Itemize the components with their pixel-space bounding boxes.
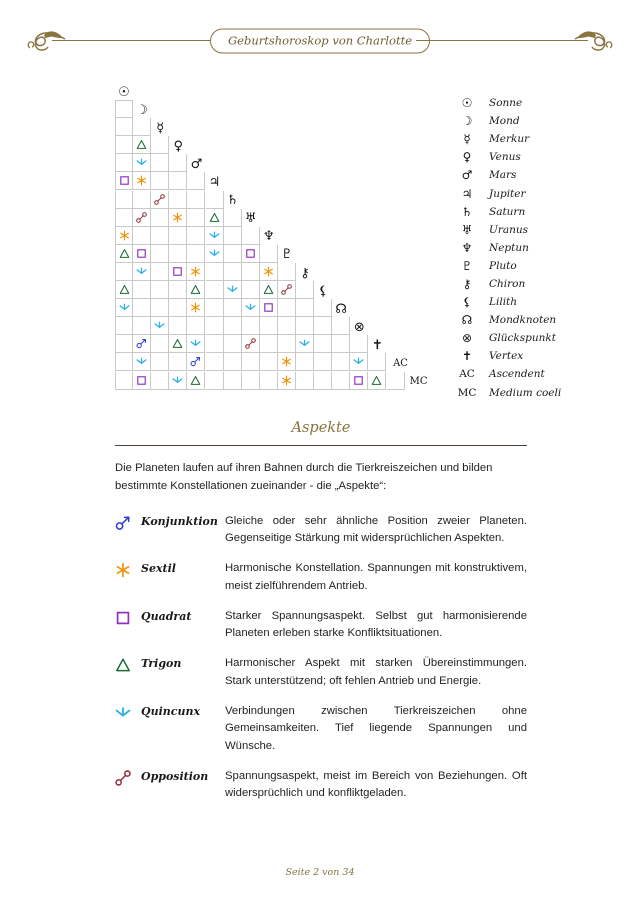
grid-cell xyxy=(151,263,169,281)
grid-cell xyxy=(151,191,169,209)
grid-cell xyxy=(187,372,205,390)
grid-cell xyxy=(187,191,205,209)
grid-cell xyxy=(187,263,205,281)
grid-cell xyxy=(224,299,242,317)
legend-label: Saturn xyxy=(489,205,526,218)
grid-cell xyxy=(133,317,151,335)
grid-cell xyxy=(242,245,260,263)
quadrat-icon xyxy=(245,248,256,259)
grid-cell xyxy=(278,317,296,335)
grid-cell xyxy=(224,335,242,353)
legend-glyph-icon: ☽ xyxy=(461,114,473,129)
grid-header-14: ⊗ xyxy=(353,319,365,335)
trigon-icon xyxy=(190,284,201,295)
grid-cell xyxy=(332,335,350,353)
legend-glyph-icon: ♄ xyxy=(461,204,473,219)
legend-glyph-icon: ⚷ xyxy=(462,276,472,291)
grid-cell xyxy=(260,263,278,281)
legend-label: Mond xyxy=(489,115,520,128)
sextil-icon xyxy=(190,266,201,277)
grid-cell xyxy=(187,299,205,317)
quincunx-icon xyxy=(136,157,147,168)
grid-cell xyxy=(350,372,368,390)
grid-cell xyxy=(224,353,242,371)
trigon-icon xyxy=(115,655,141,690)
grid-cell xyxy=(151,227,169,245)
grid-cell xyxy=(206,281,224,299)
trigon-icon xyxy=(371,375,382,386)
grid-cell xyxy=(133,372,151,390)
grid-cell xyxy=(206,335,224,353)
grid-cell xyxy=(224,227,242,245)
flourish-right-icon xyxy=(572,24,616,58)
aspekte-section xyxy=(115,420,527,815)
grid-cell xyxy=(187,245,205,263)
grid-cell xyxy=(115,136,133,154)
legend-row xyxy=(452,365,632,383)
aspekt-name: Trigon xyxy=(141,657,182,671)
grid-header-1: ☉ xyxy=(118,84,130,100)
legend-glyph-icon: ⚸ xyxy=(462,295,472,310)
grid-cell xyxy=(133,353,151,371)
grid-cell xyxy=(224,372,242,390)
grid-cell xyxy=(187,172,205,190)
grid-cell xyxy=(278,353,296,371)
grid-cell xyxy=(169,299,187,317)
legend-glyph-icon: ⊗ xyxy=(461,331,473,346)
sextil-icon xyxy=(281,356,292,367)
aspekte-intro: Die Planeten laufen auf ihren Bahnen durch die Tierkreiszeichen und bilden bestimmte Konstellationen zueinander - die „Aspekte“: xyxy=(115,462,493,493)
aspekt-description: Starker Spannungsaspekt. Selbst gut harmonisierende Planeten erleben starke Konfliktsituationen. xyxy=(225,609,527,640)
legend-row xyxy=(452,130,632,148)
grid-cell xyxy=(206,372,224,390)
grid-cell xyxy=(350,353,368,371)
legend-label: Mars xyxy=(489,169,517,182)
legend-glyph-icon: AC xyxy=(459,368,475,381)
grid-cell xyxy=(260,353,278,371)
grid-cell xyxy=(169,154,187,172)
grid-cell xyxy=(151,136,169,154)
grid-cell xyxy=(187,281,205,299)
legend-glyph-icon: ♆ xyxy=(461,240,473,255)
grid-cell xyxy=(206,299,224,317)
aspekt-description: Harmonische Konstellation. Spannungen mit konstruktivem, meist zielführendem Antrieb. xyxy=(225,562,527,592)
grid-cell xyxy=(133,263,151,281)
section-title: Aspekte xyxy=(291,420,351,436)
grid-cell xyxy=(151,353,169,371)
grid-cell xyxy=(260,372,278,390)
grid-cell xyxy=(296,317,314,335)
page-footer: Seite 2 von 34 xyxy=(285,867,355,878)
grid-cell xyxy=(206,353,224,371)
header-rule-right xyxy=(416,40,588,41)
legend-row xyxy=(452,112,632,130)
aspekt-row-konjunktion xyxy=(115,513,527,548)
grid-cell xyxy=(115,353,133,371)
trigon-icon xyxy=(172,338,183,349)
quadrat-icon xyxy=(115,608,141,643)
aspekt-description: Verbindungen zwischen Tierkreiszeichen ohne Gemeinsamkeiten. Tief liegende Spannungen und Wünsche. xyxy=(225,704,527,752)
grid-cell xyxy=(278,335,296,353)
aspekt-row-sextil xyxy=(115,560,527,595)
grid-cell xyxy=(115,209,133,227)
grid-cell xyxy=(169,245,187,263)
legend-label: Glückspunkt xyxy=(489,332,556,345)
legend-glyph-icon: ☿ xyxy=(463,132,471,147)
grid-cell xyxy=(332,372,350,390)
legend-label: Uranus xyxy=(489,223,529,236)
grid-cell xyxy=(169,335,187,353)
aspekt-row-opposition xyxy=(115,768,527,803)
grid-cell xyxy=(169,191,187,209)
page-header xyxy=(0,18,640,64)
aspekt-row-trigon xyxy=(115,655,527,690)
legend-row xyxy=(452,257,632,275)
opposition-icon xyxy=(245,338,256,349)
trigon-icon xyxy=(209,212,220,223)
grid-header-15: ✝ xyxy=(371,337,383,353)
grid-header-17: MC xyxy=(409,375,428,387)
quincunx-icon xyxy=(136,356,147,367)
grid-cell xyxy=(133,335,151,353)
aspekte-list xyxy=(115,513,527,803)
grid-cell xyxy=(296,281,314,299)
grid-cell xyxy=(133,299,151,317)
grid-cell xyxy=(278,372,296,390)
grid-header-7: ♄ xyxy=(226,193,239,209)
grid-cell xyxy=(314,299,332,317)
grid-cell xyxy=(260,299,278,317)
legend-glyph-icon: ☉ xyxy=(461,96,473,111)
legend-label: Pluto xyxy=(489,259,517,272)
grid-cell xyxy=(368,353,386,371)
quadrat-icon xyxy=(136,375,147,386)
grid-header-5: ♂ xyxy=(190,156,203,172)
grid-header-4: ♀ xyxy=(173,138,184,154)
grid-cell xyxy=(133,209,151,227)
quadrat-icon xyxy=(136,248,147,259)
quincunx-icon xyxy=(227,284,238,295)
grid-cell xyxy=(169,317,187,335)
grid-cell xyxy=(242,227,260,245)
grid-cell xyxy=(314,335,332,353)
grid-header-11: ⚷ xyxy=(300,265,310,281)
grid-cell xyxy=(169,263,187,281)
quincunx-icon xyxy=(245,302,256,313)
legend-label: Ascendent xyxy=(489,368,545,381)
legend-row xyxy=(452,94,632,112)
quincunx-icon xyxy=(136,266,147,277)
sextil-icon xyxy=(172,212,183,223)
grid-cell xyxy=(133,118,151,136)
grid-cell xyxy=(133,281,151,299)
sextil-icon xyxy=(281,375,292,386)
aspekt-name: Quadrat xyxy=(141,609,192,623)
legend-row xyxy=(452,148,632,166)
quincunx-icon xyxy=(209,248,220,259)
planet-legend xyxy=(452,94,632,402)
aspekt-row-quadrat xyxy=(115,608,527,643)
legend-glyph-icon: ☊ xyxy=(461,313,473,328)
legend-glyph-icon: ♂ xyxy=(461,168,473,183)
legend-label: Lilith xyxy=(489,296,518,309)
grid-cell xyxy=(224,317,242,335)
grid-cell xyxy=(224,209,242,227)
grid-cell xyxy=(278,263,296,281)
grid-cell xyxy=(206,263,224,281)
opposition-icon xyxy=(154,194,165,205)
grid-header-6: ♃ xyxy=(208,175,221,190)
legend-row xyxy=(452,293,632,311)
sextil-icon xyxy=(136,175,147,186)
grid-cell xyxy=(115,118,133,136)
legend-label: Merkur xyxy=(489,133,530,146)
grid-cell xyxy=(151,335,169,353)
grid-cell xyxy=(151,299,169,317)
aspekt-name: Konjunktion xyxy=(141,514,218,528)
quincunx-icon xyxy=(115,703,141,756)
grid-cell xyxy=(115,299,133,317)
legend-label: Neptun xyxy=(489,241,529,254)
trigon-icon xyxy=(119,284,130,295)
grid-header-10: ♇ xyxy=(281,247,293,263)
quadrat-icon xyxy=(172,266,183,277)
grid-cell xyxy=(296,299,314,317)
grid-cell xyxy=(115,281,133,299)
grid-cell xyxy=(115,154,133,172)
aspekt-description: Gleiche oder sehr ähnliche Position zweier Planeten. Gegenseitige Stärkung mit widersprüchlichen Aspekten. xyxy=(225,514,527,545)
legend-label: Vertex xyxy=(489,350,524,363)
grid-cell xyxy=(242,281,260,299)
grid-cell xyxy=(260,245,278,263)
grid-header-8: ♅ xyxy=(244,211,257,227)
grid-cell xyxy=(151,372,169,390)
quadrat-icon xyxy=(119,175,130,186)
grid-cell xyxy=(133,191,151,209)
grid-cell xyxy=(368,372,386,390)
grid-cell xyxy=(314,317,332,335)
grid-cell xyxy=(133,227,151,245)
aspekt-name: Sextil xyxy=(141,562,176,576)
grid-cell xyxy=(206,191,224,209)
sextil-icon xyxy=(115,560,141,595)
legend-row xyxy=(452,221,632,239)
legend-row xyxy=(452,184,632,202)
aspekt-name: Quincunx xyxy=(141,704,201,718)
grid-cell xyxy=(133,245,151,263)
grid-cell xyxy=(187,209,205,227)
grid-cell xyxy=(242,353,260,371)
quadrat-icon xyxy=(353,375,364,386)
grid-cell xyxy=(151,172,169,190)
grid-cell xyxy=(260,317,278,335)
grid-header-9: ♆ xyxy=(262,229,275,245)
legend-glyph-icon: ♀ xyxy=(462,150,472,165)
quincunx-icon xyxy=(154,320,165,331)
grid-cell xyxy=(206,245,224,263)
grid-cell xyxy=(242,299,260,317)
legend-glyph-icon: ♃ xyxy=(461,186,473,201)
legend-label: Venus xyxy=(489,151,521,164)
grid-header-12: ⚸ xyxy=(318,283,328,299)
quincunx-icon xyxy=(353,356,364,367)
trigon-icon xyxy=(136,139,147,150)
legend-row xyxy=(452,311,632,329)
legend-row xyxy=(452,203,632,221)
grid-cell xyxy=(224,281,242,299)
grid-cell xyxy=(115,317,133,335)
grid-cell xyxy=(314,372,332,390)
grid-header-2: ☽ xyxy=(136,102,148,118)
legend-glyph-icon: ✝ xyxy=(461,349,473,364)
opposition-icon xyxy=(115,768,141,803)
legend-label: Mondknoten xyxy=(489,314,557,327)
grid-header-3: ☿ xyxy=(156,120,165,136)
aspekt-description: Spannungsaspekt, meist im Bereich von Beziehungen. Oft widersprüchlich und konfliktgeladen. xyxy=(225,769,527,800)
legend-label: Jupiter xyxy=(489,187,526,200)
grid-cell xyxy=(206,317,224,335)
quincunx-icon xyxy=(209,230,220,241)
grid-cell xyxy=(242,372,260,390)
grid-cell xyxy=(151,317,169,335)
grid-cell xyxy=(133,154,151,172)
legend-label: Medium coeli xyxy=(489,386,562,399)
grid-cell xyxy=(206,209,224,227)
grid-cell xyxy=(169,227,187,245)
sextil-icon xyxy=(263,266,274,277)
quadrat-icon xyxy=(263,302,274,313)
grid-cell xyxy=(115,100,133,118)
grid-cell xyxy=(115,263,133,281)
grid-cell xyxy=(169,209,187,227)
legend-row xyxy=(452,239,632,257)
konjunktion-icon xyxy=(190,356,201,367)
grid-cell xyxy=(187,317,205,335)
grid-cell xyxy=(151,154,169,172)
grid-cell xyxy=(115,372,133,390)
konjunktion-icon xyxy=(136,338,147,349)
legend-glyph-icon: ♅ xyxy=(461,222,473,237)
legend-label: Sonne xyxy=(489,97,523,110)
grid-cell xyxy=(296,372,314,390)
quincunx-icon xyxy=(119,302,130,313)
konjunktion-icon xyxy=(115,513,141,548)
trigon-icon xyxy=(190,375,201,386)
opposition-icon xyxy=(281,284,292,295)
grid-cell xyxy=(332,317,350,335)
quincunx-icon xyxy=(172,375,183,386)
grid-cell xyxy=(115,335,133,353)
grid-cell xyxy=(133,136,151,154)
sextil-icon xyxy=(190,302,201,313)
legend-row xyxy=(452,166,632,184)
grid-cell xyxy=(224,263,242,281)
section-divider xyxy=(115,445,527,446)
aspekt-row-quincunx xyxy=(115,703,527,756)
legend-glyph-icon: ♇ xyxy=(461,258,473,273)
grid-header-16: AC xyxy=(393,357,408,369)
grid-cell xyxy=(296,353,314,371)
opposition-icon xyxy=(136,212,147,223)
page-title: Geburtshoroskop von Charlotte xyxy=(210,29,430,54)
legend-row xyxy=(452,347,632,365)
grid-cell xyxy=(151,209,169,227)
grid-cell xyxy=(115,172,133,190)
header-rule-left xyxy=(52,40,224,41)
legend-row xyxy=(452,384,632,402)
grid-cell xyxy=(169,372,187,390)
grid-cell xyxy=(242,317,260,335)
grid-cell xyxy=(242,335,260,353)
grid-cell xyxy=(115,245,133,263)
grid-cell xyxy=(387,372,405,390)
grid-cell xyxy=(169,281,187,299)
grid-cell xyxy=(350,335,368,353)
trigon-icon xyxy=(119,248,130,259)
grid-cell xyxy=(332,353,350,371)
grid-cell xyxy=(169,172,187,190)
legend-glyph-icon: MC xyxy=(457,386,477,399)
grid-cell xyxy=(206,227,224,245)
sextil-icon xyxy=(119,230,130,241)
grid-cell xyxy=(314,353,332,371)
grid-cell xyxy=(260,335,278,353)
quincunx-icon xyxy=(190,338,201,349)
grid-cell xyxy=(151,245,169,263)
legend-row xyxy=(452,329,632,347)
trigon-icon xyxy=(263,284,274,295)
grid-cell xyxy=(115,227,133,245)
grid-cell xyxy=(151,281,169,299)
grid-cell xyxy=(187,227,205,245)
grid-header-13: ☊ xyxy=(335,301,347,317)
aspekt-name: Opposition xyxy=(141,769,209,783)
grid-cell xyxy=(115,191,133,209)
legend-row xyxy=(452,275,632,293)
grid-cell xyxy=(278,299,296,317)
flourish-left-icon xyxy=(24,24,68,58)
grid-cell xyxy=(169,353,187,371)
grid-cell xyxy=(187,353,205,371)
legend-label: Chiron xyxy=(489,277,526,290)
grid-cell xyxy=(133,172,151,190)
quincunx-icon xyxy=(299,338,310,349)
grid-cell xyxy=(260,281,278,299)
aspekt-description: Harmonischer Aspekt mit starken Übereinstimmungen. Stark unterstützend; oft fehlen Antrieb und Energie. xyxy=(225,657,527,687)
grid-cell xyxy=(278,281,296,299)
grid-cell xyxy=(296,335,314,353)
grid-cell xyxy=(242,263,260,281)
grid-cell xyxy=(187,335,205,353)
grid-cell xyxy=(224,245,242,263)
